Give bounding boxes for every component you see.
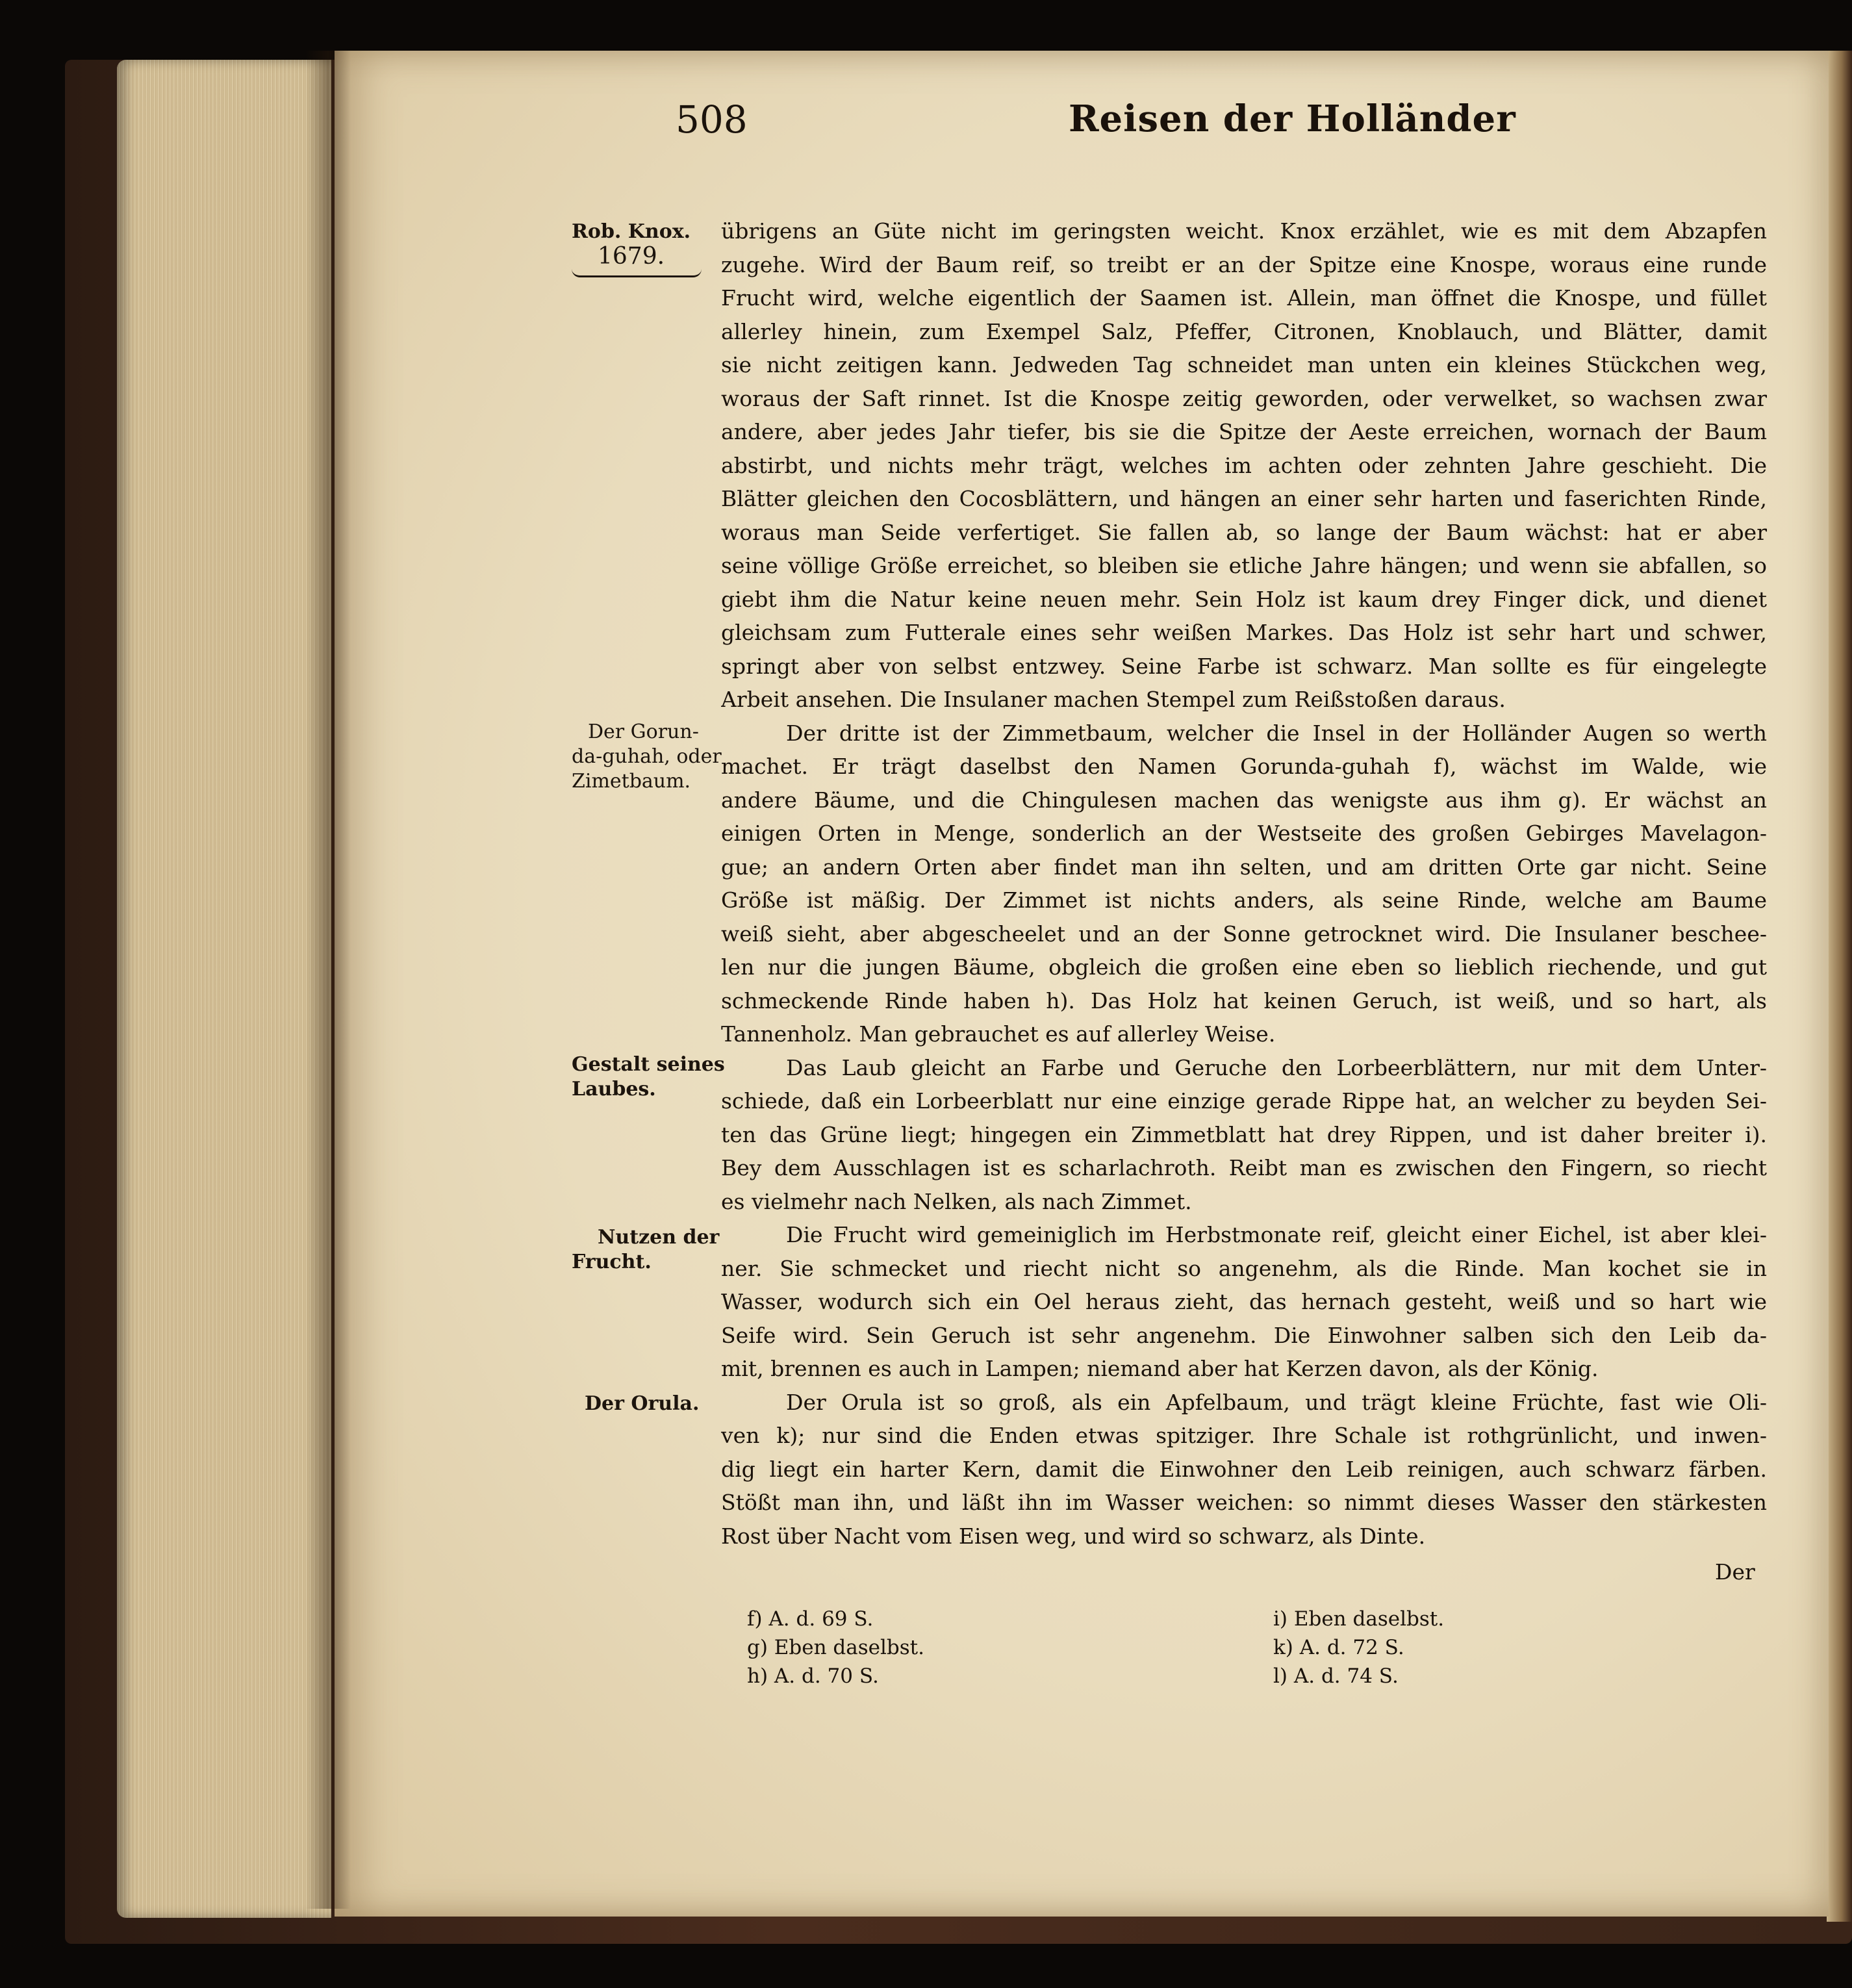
footnote: i) Eben daselbst. (1273, 1607, 1445, 1631)
footnote: k) A. d. 72 S. (1273, 1636, 1404, 1659)
text-line: gleichsam zum Futterale eines sehr weißen Markes. Das Holz ist sehr hart und schwer, (721, 620, 1767, 645)
marginal-line: Rob. Knox. (572, 220, 691, 243)
text-line: es vielmehr nach Nelken, als nach Zimmet. (721, 1188, 1192, 1214)
marginal-note-author (572, 220, 715, 277)
text-line: Arbeit ansehen. Die Insulaner machen Stempel zum Reißstoßen daraus. (721, 687, 1506, 712)
text-line: Blätter gleichen den Cocosblättern, und hängen an einer sehr harten und faserichten Rinde, (721, 486, 1767, 511)
footnote: g) Eben daselbst. (747, 1636, 924, 1659)
text-line: seine völlige Größe erreichet, so bleiben sie etliche Jahre hängen; und wenn sie abfallen, so (721, 553, 1767, 578)
marginal-line: Der Gorun- (588, 720, 699, 743)
running-title: Reisen der Holländer (1069, 97, 1516, 140)
page-edges (117, 60, 331, 1918)
marginal-line: 1679. (598, 243, 665, 270)
text-line: sie nicht zeitigen kann. Jedweden Tag schneidet man unten ein kleines Stückchen weg, (721, 352, 1767, 377)
text-line: ten das Grüne liegt; hingegen ein Zimmetblatt hat drey Rippen, und ist daher breiter i). (721, 1121, 1767, 1147)
text-line: andere Bäume, und die Chingulesen machen das wenigste aus ihm g). Er wächst an (721, 787, 1767, 813)
page-number: 508 (676, 97, 748, 142)
text-line: einigen Orten in Menge, sonderlich an der Westseite des großen Gebirges Mavelagon- (721, 821, 1767, 846)
facing-page-edge (1827, 51, 1852, 1922)
footnotes-right (1273, 1605, 1444, 1690)
marginal-note-frucht (572, 1225, 720, 1275)
text-line: schmeckende Rinde haben h). Das Holz hat keinen Geruch, ist weiß, und so hart, als (721, 988, 1767, 1013)
text-line: übrigens an Güte nicht im geringsten weicht. Knox erzählet, wie es mit dem Abzapfen (721, 218, 1767, 244)
text-line: ner. Sie schmecket und riecht nicht so angenehm, als die Rinde. Man kochet sie in (721, 1255, 1767, 1281)
text-line: Frucht wird, welche eigentlich der Saamen ist. Allein, man öffnet die Knospe, und füllet (721, 285, 1767, 311)
text-line: springt aber von selbst entzwey. Seine Farbe ist schwarz. Man sollte es für eingelegte (721, 653, 1767, 679)
text-line: giebt ihm die Natur keine neuen mehr. Sein Holz ist kaum drey Finger dick, und dienet (721, 586, 1767, 612)
text-line: Das Laub gleicht an Farbe und Geruche den Lorbeerblättern, nur mit dem Unter- (786, 1054, 1767, 1080)
marginal-note-gorundaguhah (572, 720, 722, 794)
text-line: Stößt man ihn, und läßt ihn im Wasser weichen: so nimmt dieses Wasser den stärkesten (721, 1490, 1767, 1515)
text-line: Rost über Nacht vom Eisen weg, und wird so schwarz, als Dinte. (721, 1523, 1426, 1549)
text-line: woraus man Seide verfertiget. Sie fallen ab, so lange der Baum wächst: hat er aber (721, 519, 1767, 545)
text-line: Wasser, wodurch sich ein Oel heraus zieht, das hernach gesteht, weiß und so hart wie (721, 1289, 1767, 1314)
marginal-line: Gestalt seines (572, 1053, 725, 1076)
footnotes-left (747, 1605, 924, 1690)
marginal-line: Der Orula. (585, 1392, 700, 1415)
marginal-note-laub (572, 1052, 725, 1102)
text-line: weiß sieht, aber abgescheelet und an der Sonne getrocknet wird. Die Insulaner beschee- (721, 921, 1767, 947)
marginal-line: Laubes. (572, 1078, 656, 1101)
text-line: andere, aber jedes Jahr tiefer, bis sie die Spitze der Aeste erreichen, wornach der Baum (721, 419, 1767, 444)
text-line: len nur die jungen Bäume, obgleich die großen eine eben so lieblich riechende, und gut (721, 954, 1767, 980)
marginal-line: Zimetbaum. (572, 770, 691, 793)
marginal-line: da-guhah, oder (572, 745, 722, 768)
text-line: ven k); nur sind die Enden etwas spitziger. Ihre Schale ist rothgrünlicht, und inwen- (721, 1423, 1767, 1448)
text-line: schiede, daß ein Lorbeerblatt nur eine einzige gerade Rippe hat, an welcher zu beyden Sei- (721, 1088, 1767, 1114)
text-line: Der Orula ist so groß, als ein Apfelbaum, und trägt kleine Früchte, fast wie Oli- (786, 1389, 1767, 1415)
marginal-note-orula (572, 1392, 715, 1416)
footnote: f) A. d. 69 S. (747, 1607, 874, 1631)
text-line: zugehe. Wird der Baum reif, so treibt er an der Spitze eine Knospe, woraus eine runde (721, 251, 1767, 277)
text-line: mit, brennen es auch in Lampen; niemand aber hat Kerzen davon, als der König. (721, 1356, 1599, 1381)
spine-shadow (305, 51, 351, 1909)
text-line: abstirbt, und nichts mehr trägt, welches im achten oder zehnten Jahre geschieht. Die (721, 452, 1767, 478)
text-line: woraus der Saft rinnet. Ist die Knospe zeitig geworden, oder verwelket, so wachsen zwar (721, 385, 1767, 411)
text-line: gue; an andern Orten aber findet man ihn selten, und am dritten Orte gar nicht. Seine (721, 854, 1767, 880)
text-line: Seife wird. Sein Geruch ist sehr angenehm. Die Einwohner salben sich den Leib da- (721, 1322, 1767, 1348)
text-line: Größe ist mäßig. Der Zimmet ist nichts anders, als seine Rinde, welche am Baume (721, 887, 1767, 913)
text-line: dig liegt ein harter Kern, damit die Einwohner den Leib reinigen, auch schwarz färben. (721, 1456, 1767, 1482)
text-line: Der dritte ist der Zimmetbaum, welcher die Insel in der Holländer Augen so werth (786, 720, 1767, 746)
footnote: l) A. d. 74 S. (1273, 1664, 1399, 1688)
text-line: Bey dem Ausschlagen ist es scharlachroth. Reibt man es zwischen den Fingern, so riecht (721, 1155, 1767, 1180)
footnote: h) A. d. 70 S. (747, 1664, 879, 1688)
catchword: Der (1715, 1559, 1755, 1585)
text-line: Die Frucht wird gemeiniglich im Herbstmonate reif, gleicht einer Eichel, ist aber klei- (786, 1222, 1767, 1247)
marginal-line: Nutzen der (598, 1226, 720, 1249)
marginal-line: Frucht. (572, 1251, 652, 1273)
body-text (721, 214, 1767, 1553)
marginal-year-rule (572, 269, 702, 277)
text-line: Tannenholz. Man gebrauchet es auf allerley Weise. (721, 1021, 1276, 1047)
text-line: machet. Er trägt daselbst den Namen Gorunda-guhah f), wächst im Walde, wie (721, 754, 1767, 779)
text-line: allerley hinein, zum Exempel Salz, Pfeffer, Citronen, Knoblauch, und Blätter, damit (721, 318, 1767, 344)
